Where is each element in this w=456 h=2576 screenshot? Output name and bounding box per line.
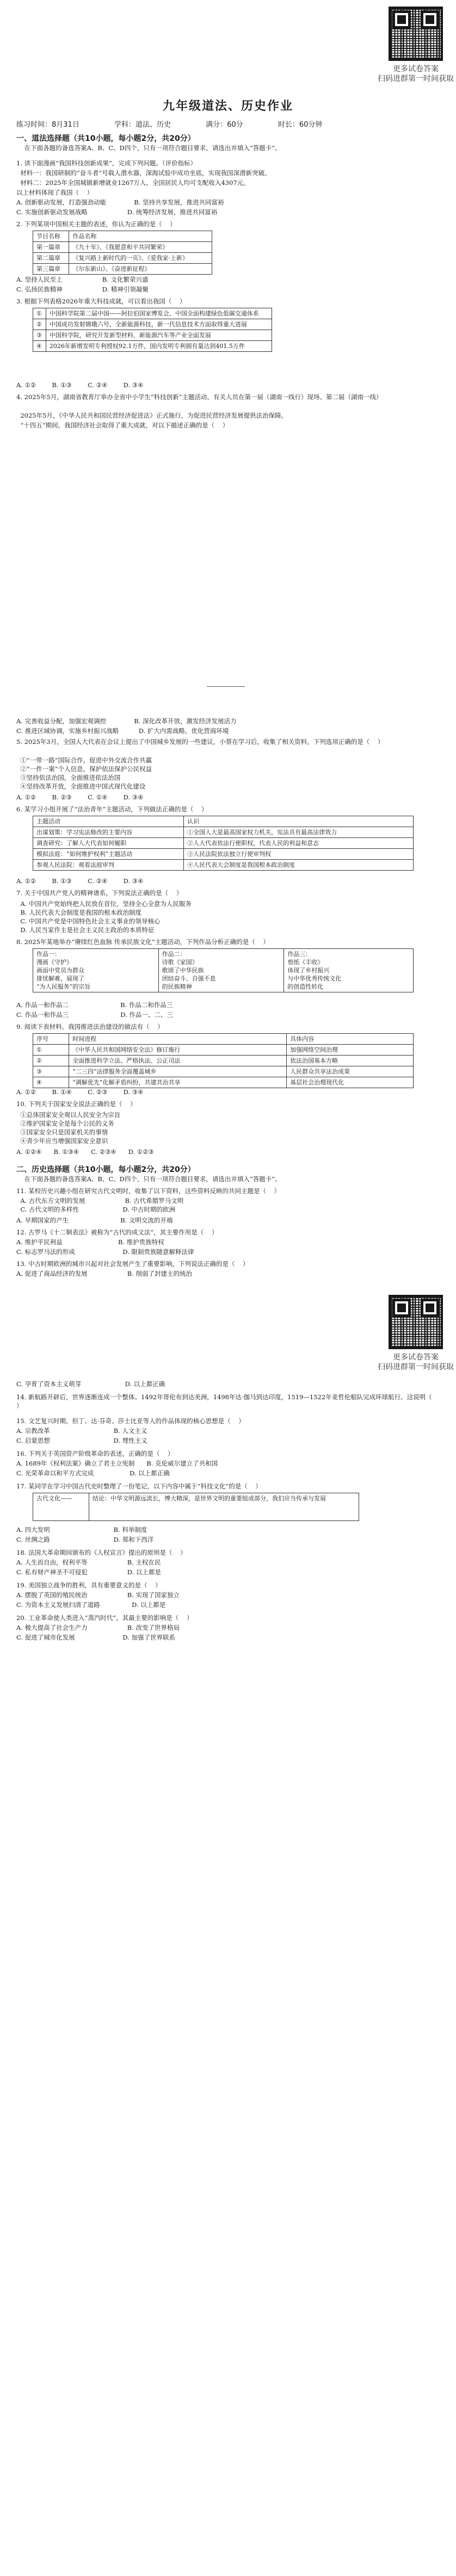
question-options[interactable]: C. 标志罗马法的形成 D. 限制贵族随意解释法律 — [16, 1248, 194, 1256]
table-cell: 主题活动 — [33, 816, 184, 827]
table-cell: 《九十年》、《我愿意和平共同繁荣》 — [69, 242, 212, 253]
exam-date: 练习时间：8月31日 — [16, 121, 79, 129]
qr-caption-line1: 更多试卷答案 — [393, 65, 439, 73]
table-cell: 调查研究：了解人大代表如何履职 — [33, 838, 184, 849]
question-options[interactable]: C. 启蒙思想 D. 理性主义 — [16, 1437, 147, 1444]
question-options[interactable]: A. ①② B. ②③ C. ①④ D. ③④ — [16, 793, 144, 801]
table-cell: 2026年新增发明专利授权92.1万件，国内发明专利拥有量达到401.5万件 — [46, 341, 272, 352]
question-options[interactable]: C. 弘扬民族精神 D. 精神引领凝聚 — [16, 285, 149, 293]
question-stem: 11. 某校历史兴趣小组在研究古代文明时，收集了以下资料，这些资料反映的共同主题是（ ） — [16, 1187, 281, 1195]
table-cell: 《尔东新山》、《奋进新征程》 — [69, 264, 212, 275]
document-title: 九年级道法、历史作业 — [162, 99, 293, 113]
table-cell: ③ — [33, 1066, 69, 1077]
table-cell: 时间进程 — [69, 1034, 287, 1045]
table-cell: ③人民法院依法独立行使审判权 — [184, 849, 414, 860]
question-options[interactable]: A. 人生而自由，权利平等 B. 主权在民 — [16, 1559, 161, 1566]
question-table — [33, 231, 212, 275]
question-table — [33, 308, 272, 352]
table-cell: 加强网络空间治理 — [287, 1045, 414, 1056]
table-cell: ④ — [33, 341, 46, 352]
table-cell: “调解优先”化解矛盾纠纷，共建共治共享 — [69, 1077, 287, 1088]
question-options[interactable]: C. 孕育了资本主义萌芽 D. 以上都正确 — [16, 1380, 165, 1388]
table-cell: ① — [33, 1045, 69, 1056]
question-statements: ①总体国家安全观以人民安全为宗旨 ②维护国家安全是每个公民的义务 ③国家安全只是国家机关的事情 ④青少年应当增强国家安全意识 — [20, 1111, 121, 1145]
qr-code-icon[interactable] — [389, 7, 443, 61]
divider — [207, 686, 245, 687]
section-heading: 二、历史选择题（共10小题，每小题2分，共20分） — [16, 1165, 195, 1174]
table-cell: 古代文化—— — [33, 1493, 89, 1521]
question-stem: 19. 美国独立战争的胜利，具有重要意义的是（ ） — [16, 1581, 162, 1589]
question-table — [33, 816, 414, 871]
table-cell: 出谋划策：学习宪法修改的主要内容 — [33, 827, 184, 838]
question-statements[interactable]: A. 中国共产党始终把人民放在首位，坚持全心全意为人民服务 B. 人民代表大会制度是我国的根本政治制度 C. 中国共产党是中国特色社会主义事业的领导核心 D. 人民当家作主是社会主义民主政治的本质特征 — [20, 900, 192, 934]
question-stem: 9. 阅读下表材料，我国推进法治建设的做法有（ ） — [16, 1023, 164, 1031]
section-instruction: 在下面各题的备选答案A、B、C、D四个，只有一项符合题目要求，请选出并填入“答题卡”。 — [16, 144, 281, 152]
question-options[interactable]: C. 光荣革命以和平方式完成 D. 以上都正确 — [16, 1469, 170, 1477]
table-cell: 节目名称 — [33, 231, 69, 242]
table-cell: ② — [33, 1056, 69, 1066]
qr-caption — [378, 64, 454, 84]
question-options[interactable]: C. 促进了城市化发展 D. 加强了世界联系 — [16, 1634, 176, 1641]
qr-caption-line2: 扫码进群第一时间获取 — [378, 1363, 454, 1371]
question-options[interactable]: A. 完善收益分配，加强宏观调控 B. 深化改革开放，激发经济发展活力 — [16, 717, 237, 725]
table-cell: 人民群众共享法治成果 — [287, 1066, 414, 1077]
question-stem: 8. 2025年某地举办“赓续红色血脉 传承民族文化”主题活动，下列作品分析正确的是（ ） — [16, 938, 269, 946]
question-options[interactable]: C. 作品一和作品三 D. 作品一、二、三 — [16, 1011, 173, 1019]
question-options[interactable]: A. 极大提高了社会生产力 B. 改变了世界格局 — [16, 1624, 180, 1631]
question-stem: 7. 关于中国共产党人的精神谱系，下列说法正确的是（ ） — [16, 889, 183, 897]
table-cell: 基层社会治理现代化 — [287, 1077, 414, 1088]
table-cell: 具体内容 — [287, 1034, 414, 1045]
table-cell: 中国成功发射嫦娥六号，全新能源科技，新一代信息技术方面取得重大进展 — [46, 319, 272, 330]
exam-time: 时长：60分钟 — [278, 121, 323, 129]
exam-score: 满分：60分 — [206, 121, 243, 129]
question-options[interactable]: A. 1689年《权利法案》确立了君主立宪制 B. 克伦威尔建立了共和国 — [16, 1460, 218, 1467]
question-stem: 14. 新航路开辟后，世界逐渐连成一个整体。1492年哥伦布到达美洲，1498年达·伽马到达印度，1519—1522年麦哲伦船队完成环球航行。这说明（ ） — [16, 1393, 440, 1410]
table-cell: 作品二： 诗歌《家国》 歌颂了中华民族 团结奋斗、自强不息 的民族精神 — [158, 949, 284, 992]
question-options[interactable]: A. 作品一和作品二 B. 作品二和作品三 — [16, 1001, 173, 1009]
question-stem: 15. 文艺复兴时期，但丁、达·芬奇、莎士比亚等人的作品体现的核心思想是（ ） — [16, 1417, 245, 1425]
question-material: 材料二：2025年全国城镇新增就业1267万人，全国居民人均可支配收入4307元。 — [16, 179, 250, 187]
question-prompt: 以上材料体现了我国（ ） — [16, 189, 94, 196]
question-stem: 18. 法国大革命期间颁布的《人权宣言》提出的原则是（ ） — [16, 1549, 187, 1556]
question-stem: 6. 某学习小组开展了“法治青年”主题活动，下列做法正确的是（ ） — [16, 805, 208, 813]
page-two — [0, 1288, 456, 2576]
question-options[interactable]: A. 坚持人民至上 B. 文化繁荣兴盛 — [16, 276, 149, 283]
question-stem: 17. 某同学在学习中国古代史时整理了一份笔记，以下内容中属于“科技文化”的是（ ） — [16, 1482, 262, 1490]
question-material: 2025年5月，《中华人民共和国民营经济促进法》正式施行，为促进民营经济发展提供法治保障。 — [16, 412, 288, 419]
table-cell: ④ — [33, 1077, 69, 1088]
question-options[interactable]: A. ①② B. ①④ C. ②③ D. ③④ — [16, 1088, 144, 1096]
table-cell: “二三四”法律服务全面覆盖城乡 — [69, 1066, 287, 1077]
table-cell: 作品一： 漫画《守护》 画面中党员为群众 排忧解难，展现了 “为人民服务”的宗旨 — [33, 949, 159, 992]
question-options[interactable]: A. 创新驱动发展，打造强劲动能 B. 坚持共享发展，推进共同富裕 — [16, 198, 224, 206]
table-cell: ③ — [33, 330, 46, 341]
qr-caption-line1: 更多试卷答案 — [393, 1353, 439, 1362]
table-cell: 第一篇章 — [33, 242, 69, 253]
table-cell: ①全国人大是最高国家权力机关，宪法具有最高法律效力 — [184, 827, 414, 838]
question-prompt: “十四五”期间，我国经济社会取得了重大成就，对以下描述正确的是（ ） — [16, 421, 229, 429]
table-cell: ④人民代表大会制度是我国根本政治制度 — [184, 860, 414, 871]
table-cell: 序号 — [33, 1034, 69, 1045]
question-stem: 3. 根据下列表格2026年重大科技成就，可以看出我国（ ） — [16, 297, 186, 305]
question-table — [33, 948, 414, 992]
table-cell: ②人大代表依法行使职权，代表人民的利益和意志 — [184, 838, 414, 849]
exam-subject: 学科：道法、历史 — [114, 121, 171, 129]
table-cell: 结论：中华文明源远流长，博大精深，是世界文明的重要组成部分，我们应当传承与发展 — [89, 1493, 359, 1521]
question-statements: ①“一带一路”国际合作，促进中外交流合作共赢 ②“一件一案”个人信息，保护依法保护公民权益 ③坚持依法治国，全面推进依法治国 ④坚持改革开放，全面推进中国式现代化建设 — [20, 756, 152, 790]
qr-caption-line2: 扫码进群第一时间获取 — [378, 75, 454, 83]
question-options[interactable]: C. 丝绸之路 D. 郑和下西洋 — [16, 1536, 154, 1543]
table-cell: 依法治国基本方略 — [287, 1056, 414, 1066]
question-options[interactable]: C. 私有财产神圣不可侵犯 D. 以上都是 — [16, 1568, 161, 1576]
question-stem: 16. 下列关于英国资产阶级革命的表述，正确的是（ ） — [16, 1450, 174, 1457]
table-cell: 作品三： 剪纸《丰收》 体现了乡村振兴 与中华优秀传统文化 的创造性转化 — [284, 949, 414, 992]
table-cell: 认识 — [184, 816, 414, 827]
table-cell: 《中华人民共和国网络安全法》修订施行 — [69, 1045, 287, 1056]
table-cell: 《复兴路上新时代的一页》、《爱我家·上新》 — [69, 253, 212, 264]
table-cell: ① — [33, 308, 46, 319]
table-cell: 模拟法庭：“如何维护权利”主题活动 — [33, 849, 184, 860]
question-statements[interactable]: A. 古代东方文明的发展 B. 古代希腊罗马文明 C. 古代文明的多样性 D. 中古时期的欧洲 — [20, 1197, 184, 1213]
table-cell: 全面推进科学立法、严格执法、公正司法 — [69, 1056, 287, 1066]
table-cell: 参观人民法院：观看法庭审判 — [33, 860, 184, 871]
table-cell: 中国科学院，研究开发新型材料、新能源汽车等产业全面发展 — [46, 330, 272, 341]
section-instruction: 在下面各题的备选答案A、B、C、D四个，只有一项符合题目要求，请选出并填入“答题卡”。 — [16, 1175, 281, 1183]
question-options[interactable]: A. 摆脱了英国的殖民统治 B. 实现了国家独立 — [16, 1591, 180, 1599]
question-options[interactable]: A. 早期国家的产生 B. 文明交流的开端 — [16, 1216, 173, 1224]
question-stem: 1. 读下面漫画“我国科技创新成果”，完成下列问题。（评价指标） — [16, 159, 197, 167]
question-options[interactable]: A. 宗教改革 B. 人文主义 — [16, 1427, 147, 1435]
question-options[interactable]: A. ①② B. ①③ C. ②④ D. ③④ — [16, 877, 144, 885]
table-cell: ② — [33, 319, 46, 330]
question-stem: 12. 古罗马《十二铜表法》被称为“古代的成文法”，其主要作用是（ ） — [16, 1228, 218, 1236]
question-options[interactable]: A. ①②④ B. ①③④ C. ②③④ D. ①②③ — [16, 1148, 154, 1156]
question-options[interactable]: C. 为资本主义发展扫清了道路 D. 以上都是 — [16, 1601, 166, 1609]
question-options[interactable]: A. 促进了商品经济的发展 B. 削弱了封建主的统治 — [16, 1270, 192, 1277]
qr-code-icon[interactable] — [389, 1295, 443, 1349]
question-options[interactable]: A. 维护平民利益 B. 维护贵族特权 — [16, 1238, 164, 1246]
question-options[interactable]: A. 四大发明 B. 科举制度 — [16, 1526, 147, 1534]
question-stem: 13. 中古时期欧洲的城市兴起对社会发展产生了重要影响，下列说法正确的是（ ） — [16, 1260, 249, 1268]
question-stem: 10. 下列关于国家安全说法正确的是（ ） — [16, 1100, 137, 1108]
question-table — [33, 1033, 414, 1088]
qr-caption — [378, 1352, 454, 1372]
section-heading: 一、道法选择题（共10小题，每小题2分，共20分） — [16, 134, 195, 143]
table-cell: 第二篇章 — [33, 253, 69, 264]
question-table — [33, 1493, 359, 1521]
question-material: 材料一：我国研制的“奋斗者”号载人潜水器，深海试验中成功坐底，实现我国深潜新突破。 — [16, 169, 271, 177]
question-stem: 2. 下列某项中国相关主题的表述，你认为正确的是（ ） — [16, 220, 176, 228]
question-stem: 5. 2025年3月，全国人大代表在会议上提出了中国城乡发展的一些建议，小蔡在学习后，收集了相关资料，下列选项正确的是（ ） — [16, 738, 384, 746]
question-options[interactable]: A. ①② B. ①③ C. ②④ D. ③④ — [16, 381, 144, 389]
question-stem: 20. 工业革命使人类进入“蒸汽时代”，其最主要的影响是（ ） — [16, 1614, 193, 1622]
header-info — [16, 119, 355, 129]
question-options[interactable]: C. 推进区域协调，实施乡村振兴战略 D. 扩大内需战略，优化营商环境 — [16, 727, 229, 735]
question-options[interactable]: C. 实施创新驱动发展战略 D. 统筹经济发展，推进共同富裕 — [16, 208, 218, 216]
question-stem: 4. 2025年5月，湖南省教育厅举办全省中小学生“科技创新”主题活动，有关人员在第一届（湖南一线行）现场、第二届（湖南一线） — [16, 393, 383, 401]
table-cell: 作品名称 — [69, 231, 212, 242]
table-cell: 中国科学院第二届中国——阿拉伯国家博览会，中国全面构建绿色低碳交通体系 — [46, 308, 272, 319]
table-cell: 第三篇章 — [33, 264, 69, 275]
